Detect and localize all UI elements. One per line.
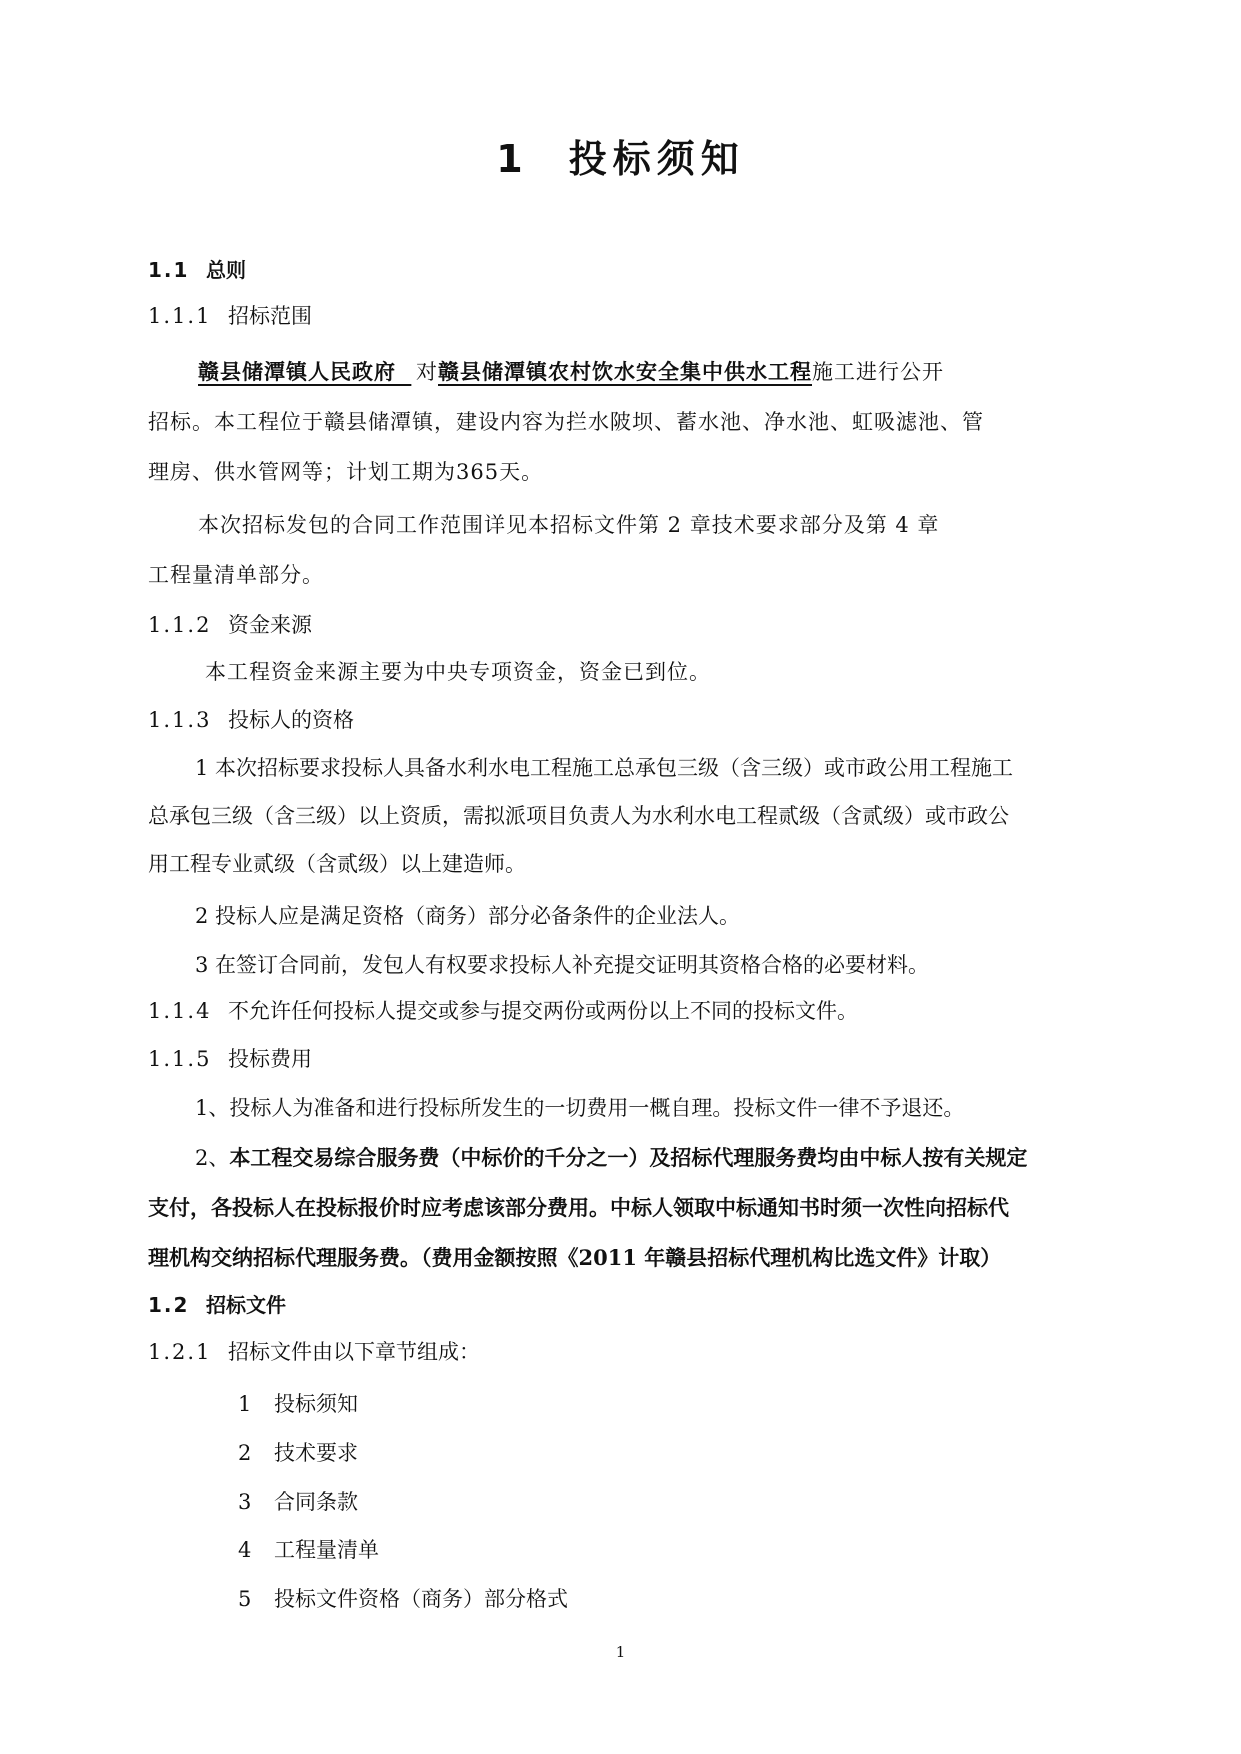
- fee-item-1: 1、投标人为准备和进行投标所发生的一切费用一概自理。投标文件一律不予退还。: [195, 1096, 965, 1120]
- subsection-heading-1-1-4: 1.1.4 不允许任何投标人提交或参与提交两份或两份以上不同的投标文件。: [148, 999, 858, 1023]
- qualification-2: 2 投标人应是满足资格（商务）部分必备条件的企业法人。: [195, 904, 741, 928]
- chapter-list-item: 3 合同条款: [238, 1490, 358, 1514]
- contract-scope-line-1: 本次招标发包的合同工作范围详见本招标文件第 2 章技术要求部分及第 4 章: [198, 513, 940, 537]
- subsection-heading-1-1-3: 1.1.3 投标人的资格: [148, 708, 354, 732]
- chapter-list-item: 1 投标须知: [238, 1392, 358, 1416]
- scope-paragraph-line-2: 招标。本工程位于赣县储潭镇，建设内容为拦水陂坝、蓄水池、净水池、虹吸滤池、管: [148, 410, 984, 434]
- qualification-1-line-1: 1 本次招标要求投标人具备水利水电工程施工总承包三级（含三级）或市政公用工程施工: [195, 756, 1014, 780]
- chapter-title-text: 投标须知: [568, 137, 745, 181]
- chapter-title: [0, 128, 1241, 183]
- chapter-list-item: 2 技术要求: [238, 1441, 358, 1465]
- section-heading-1-2: 1.2 招标文件: [148, 1293, 286, 1317]
- subsection-heading-1-2-1: 1.2.1 招标文件由以下章节组成：: [148, 1340, 480, 1364]
- page-number: 1: [615, 1643, 626, 1661]
- fee-item-2-line-1: 2、本工程交易综合服务费（中标价的千分之一）及招标代理服务费均由中标人按有关规定: [195, 1145, 1028, 1170]
- qualification-1-line-2: 总承包三级（含三级）以上资质，需拟派项目负责人为水利水电工程贰级（含贰级）或市政公: [148, 804, 1009, 828]
- section-heading-1-1: 1.1 总则: [148, 258, 246, 282]
- employer-name: 赣县储潭镇人民政府: [198, 359, 396, 384]
- chapter-list-item: 4 工程量清单: [238, 1538, 379, 1562]
- contract-scope-line-2: 工程量清单部分。: [148, 563, 324, 587]
- qualification-3: 3 在签订合同前，发包人有权要求投标人补充提交证明其资格合格的必要材料。: [195, 953, 930, 977]
- project-name: 赣县储潭镇农村饮水安全集中供水工程: [438, 359, 812, 384]
- chapter-number: 1: [496, 137, 529, 181]
- funding-paragraph: 本工程资金来源主要为中央专项资金，资金已到位。: [205, 660, 711, 684]
- chapter-list-item: 5 投标文件资格（商务）部分格式: [238, 1587, 568, 1611]
- fee-item-2-line-2: 支付，各投标人在投标报价时应考虑该部分费用。中标人领取中标通知书时须一次性向招标代: [148, 1195, 1009, 1220]
- scope-paragraph-line-1: 赣县储潭镇人民政府 对赣县储潭镇农村饮水安全集中供水工程施工进行公开: [198, 357, 1148, 387]
- subsection-heading-1-1-5: 1.1.5 投标费用: [148, 1047, 312, 1071]
- qualification-1-line-3: 用工程专业贰级（含贰级）以上建造师。: [148, 852, 526, 876]
- subsection-heading-1-1-2: 1.1.2 资金来源: [148, 613, 312, 637]
- fee-item-2-line-3: 理机构交纳招标代理服务费。（费用金额按照《2011 年赣县招标代理机构比选文件》计取）: [148, 1245, 1002, 1270]
- subsection-heading-1-1-1: 1.1.1 招标范围: [148, 304, 312, 328]
- scope-paragraph-line-3: 理房、供水管网等；计划工期为365天。: [148, 460, 544, 484]
